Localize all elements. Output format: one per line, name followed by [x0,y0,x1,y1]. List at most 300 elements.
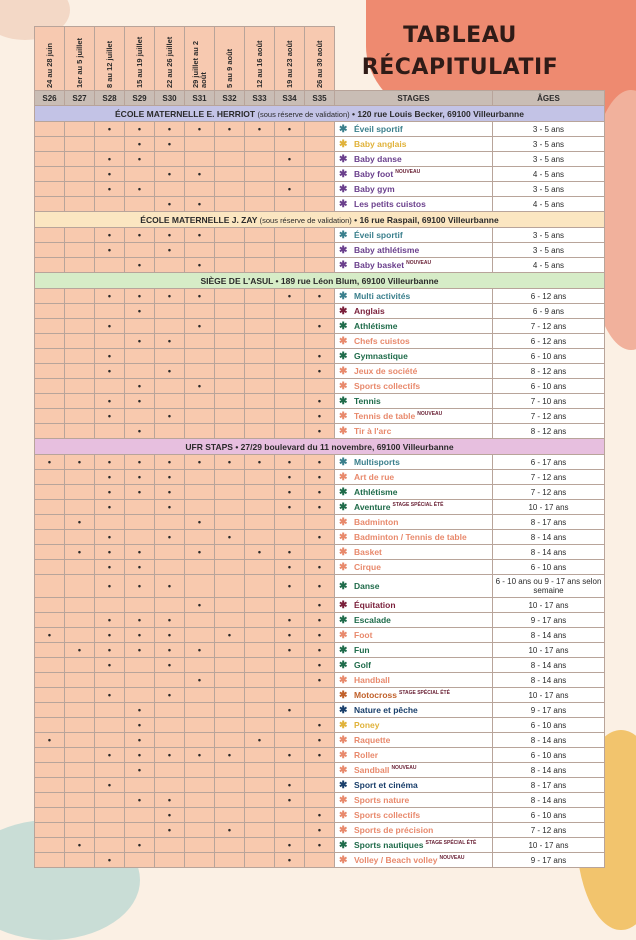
stage-ages: 4 - 5 ans [493,258,605,273]
athlete-icon: ✱ [339,410,348,422]
week-cell [35,733,65,748]
week-cell [275,515,305,530]
availability-dot: • [287,855,292,865]
week-cell [65,197,95,212]
week-code: S27 [65,91,95,106]
week-cell [125,613,155,628]
stage-ages: 7 - 12 ans [493,823,605,838]
week-cell [95,748,125,763]
stage-row [35,530,605,545]
week-cell [95,763,125,778]
stage-row [35,243,605,258]
week-cell [275,688,305,703]
stage-row [35,823,605,838]
stage-ages: 6 - 10 ans [493,808,605,823]
week-cell [305,304,335,319]
week-cell [215,703,245,718]
stage-name: Foot [354,629,373,640]
week-cell [125,673,155,688]
week-cell [215,748,245,763]
athlete-icon: ✱ [339,734,348,746]
stage-ages: 8 - 14 ans [493,658,605,673]
week-cell [305,364,335,379]
week-cell [185,228,215,243]
athlete-icon: ✱ [339,290,348,302]
week-cell [65,808,95,823]
week-cell [125,364,155,379]
week-cell [65,823,95,838]
week-cell [95,182,125,197]
week-cell [125,763,155,778]
week-cell [185,409,215,424]
availability-dot: • [137,487,142,497]
stage-name: Baby anglais [354,138,407,149]
availability-dot: • [317,351,322,361]
availability-dot: • [287,457,292,467]
stage-ages: 6 - 12 ans [493,289,605,304]
stage-row [35,319,605,334]
availability-dot: • [257,547,262,557]
week-cell [95,793,125,808]
stage-name: Badminton [354,516,399,527]
availability-dot: • [107,645,112,655]
stage-name: Poney [354,719,380,730]
week-cell [305,763,335,778]
stage-ages: 8 - 14 ans [493,763,605,778]
stage-row [35,500,605,515]
week-cell [35,838,65,853]
week-cell [35,545,65,560]
availability-dot: • [197,547,202,557]
week-cell [275,808,305,823]
week-cell [125,319,155,334]
stage-ages: 6 - 10 ans [493,748,605,763]
section-address: • 189 rue Léon Blum, 69100 Villeurbanne [273,275,439,286]
week-cell [35,560,65,575]
week-cell [305,545,335,560]
week-cell [185,394,215,409]
availability-dot: • [137,547,142,557]
week-cell [95,500,125,515]
stages-header: STAGES [335,91,493,106]
stage-row [35,167,605,182]
availability-dot: • [197,199,202,209]
availability-dot: • [317,581,322,591]
week-cell [305,613,335,628]
week-cell [95,364,125,379]
week-cell [185,530,215,545]
week-cell [155,455,185,470]
week-cell [95,334,125,349]
athlete-icon: ✱ [339,471,348,483]
stage-ages: 10 - 17 ans [493,688,605,703]
availability-dot: • [257,457,262,467]
athlete-icon: ✱ [339,854,348,866]
availability-dot: • [137,260,142,270]
week-cell [305,167,335,182]
availability-dot: • [197,645,202,655]
stage-cell [335,628,493,643]
week-cell [245,658,275,673]
stage-cell [335,409,493,424]
stage-name: Basket [354,546,382,557]
stage-cell [335,545,493,560]
availability-dot: • [167,139,172,149]
availability-dot: • [137,720,142,730]
section-note: (sous réserve de validation) [257,109,350,119]
stage-cell [335,228,493,243]
athlete-icon: ✱ [339,123,348,135]
availability-dot: • [107,351,112,361]
week-cell [125,152,155,167]
week-cell [305,182,335,197]
week-cell [155,379,185,394]
stage-ages: 8 - 14 ans [493,530,605,545]
week-cell [35,748,65,763]
availability-dot: • [197,169,202,179]
availability-dot: • [77,457,82,467]
athlete-icon: ✱ [339,719,348,731]
week-cell [215,258,245,273]
week-cell [245,808,275,823]
week-cell [65,643,95,658]
availability-dot: • [287,291,292,301]
week-cell [215,628,245,643]
week-cell [95,485,125,500]
week-cell [215,688,245,703]
section-address: • 27/29 boulevard du 11 novembre, 69100 Villeurbanne [232,441,454,452]
week-cell [95,598,125,613]
week-cell [275,778,305,793]
stage-row [35,289,605,304]
week-cell [245,613,275,628]
week-cell [155,409,185,424]
week-cell [215,424,245,439]
week-cell [305,718,335,733]
stage-ages: 6 - 10 ans [493,379,605,394]
availability-dot: • [317,472,322,482]
week-code: S26 [35,91,65,106]
stage-row [35,364,605,379]
week-cell [245,688,275,703]
week-cell [215,575,245,598]
week-cell [125,545,155,560]
week-cell [215,289,245,304]
stage-name: Chefs cuistos [354,335,410,346]
stage-cell [335,455,493,470]
week-cell [305,628,335,643]
athlete-icon: ✱ [339,320,348,332]
stage-ages: 9 - 17 ans [493,703,605,718]
week-cell [245,703,275,718]
week-cell [65,424,95,439]
athlete-icon: ✱ [339,516,348,528]
week-cell [125,560,155,575]
stage-name: Multi activités [354,290,411,301]
week-cell [275,228,305,243]
availability-dot: • [137,562,142,572]
week-cell [35,455,65,470]
availability-dot: • [167,366,172,376]
header-spacer [335,27,605,91]
week-cell [35,228,65,243]
week-date-header [305,27,335,91]
week-cell [245,334,275,349]
week-cell [125,500,155,515]
week-cell [95,228,125,243]
week-cell [185,853,215,868]
week-cell [305,379,335,394]
week-cell [275,409,305,424]
title-line-2: RÉCAPITULATIF [361,55,559,80]
week-cell [95,560,125,575]
week-cell [305,424,335,439]
week-cell [245,289,275,304]
week-cell [95,197,125,212]
availability-dot: • [197,675,202,685]
week-cell [125,379,155,394]
week-cell [155,575,185,598]
week-cell [155,500,185,515]
summary-table [34,26,605,868]
week-cell [155,243,185,258]
availability-dot: • [137,795,142,805]
week-cell [35,182,65,197]
availability-dot: • [287,630,292,640]
stage-cell [335,182,493,197]
week-cell [215,409,245,424]
stage-cell [335,808,493,823]
availability-dot: • [257,124,262,134]
week-cell [305,228,335,243]
stage-row [35,545,605,560]
week-cell [305,733,335,748]
week-cell [275,182,305,197]
week-cell [185,613,215,628]
availability-dot: • [167,502,172,512]
week-cell [305,500,335,515]
athlete-icon: ✱ [339,244,348,256]
week-cell [125,778,155,793]
section-header [35,439,605,455]
week-cell [245,560,275,575]
stage-ages: 9 - 17 ans [493,613,605,628]
availability-dot: • [137,705,142,715]
stage-name: Sports collectifs [354,809,421,820]
week-cell [305,673,335,688]
week-dates-row [35,27,605,91]
availability-dot: • [107,169,112,179]
week-date-header [215,27,245,91]
stage-tag: NOUVEAU [439,854,465,861]
week-cell [95,167,125,182]
availability-dot: • [287,184,292,194]
athlete-icon: ✱ [339,138,348,150]
week-cell [305,530,335,545]
week-date-label: 26 au 30 août [314,40,324,88]
week-cell [245,838,275,853]
week-code: S31 [185,91,215,106]
section-header [35,273,605,289]
week-code: S32 [215,91,245,106]
stage-row [35,515,605,530]
availability-dot: • [167,336,172,346]
availability-dot: • [137,396,142,406]
athlete-icon: ✱ [339,599,348,611]
week-cell [185,598,215,613]
week-cell [155,394,185,409]
week-cell [155,673,185,688]
week-cell [35,613,65,628]
availability-dot: • [317,645,322,655]
week-cell [275,823,305,838]
week-cell [95,137,125,152]
week-cell [35,718,65,733]
stage-row [35,349,605,364]
week-cell [275,658,305,673]
week-cell [185,748,215,763]
week-cell [95,545,125,560]
week-cell [305,838,335,853]
stage-row [35,853,605,868]
week-cell [155,349,185,364]
stage-cell [335,643,493,658]
availability-dot: • [287,472,292,482]
week-cell [155,334,185,349]
stage-cell [335,424,493,439]
stage-ages: 8 - 14 ans [493,733,605,748]
availability-dot: • [47,630,52,640]
availability-dot: • [317,825,322,835]
stage-row [35,409,605,424]
stage-name: Motocross [354,689,397,700]
stage-row [35,258,605,273]
stage-cell [335,379,493,394]
availability-dot: • [137,230,142,240]
week-cell [155,748,185,763]
stage-cell [335,823,493,838]
availability-dot: • [167,169,172,179]
week-cell [125,470,155,485]
week-cell [35,485,65,500]
week-date-header [185,27,215,91]
week-cell [305,289,335,304]
week-date-label: 15 au 19 juillet [134,36,144,88]
availability-dot: • [137,306,142,316]
week-cell [185,470,215,485]
availability-dot: • [77,645,82,655]
week-cell [215,122,245,137]
stage-ages: 7 - 12 ans [493,319,605,334]
week-cell [185,485,215,500]
availability-dot: • [137,581,142,591]
stage-ages: 9 - 17 ans [493,853,605,868]
week-cell [125,137,155,152]
availability-dot: • [317,487,322,497]
availability-dot: • [317,321,322,331]
availability-dot: • [287,615,292,625]
week-cell [65,319,95,334]
week-cell [65,838,95,853]
availability-dot: • [137,735,142,745]
stage-name: Cirque [354,561,381,572]
stage-name: Éveil sportif [354,123,403,134]
week-date-label: 8 au 12 juillet [104,40,114,88]
availability-dot: • [197,124,202,134]
availability-dot: • [317,600,322,610]
stage-name: Raquette [354,734,391,745]
week-cell [155,289,185,304]
availability-dot: • [317,630,322,640]
week-cell [155,424,185,439]
week-codes-row [35,91,605,106]
stage-name: Baby gym [354,183,395,194]
availability-dot: • [107,630,112,640]
availability-dot: • [107,124,112,134]
availability-dot: • [197,457,202,467]
week-cell [275,167,305,182]
stage-name: Roller [354,749,379,760]
week-cell [215,304,245,319]
athlete-icon: ✱ [339,749,348,761]
availability-dot: • [287,547,292,557]
week-cell [275,485,305,500]
week-cell [305,319,335,334]
week-cell [125,793,155,808]
availability-dot: • [107,690,112,700]
week-cell [275,379,305,394]
availability-dot: • [107,291,112,301]
week-cell [245,304,275,319]
stage-row [35,424,605,439]
week-cell [125,703,155,718]
week-cell [125,424,155,439]
week-cell [185,628,215,643]
week-cell [125,455,155,470]
week-cell [245,394,275,409]
week-cell [95,733,125,748]
section-title: SIÈGE DE L'ASUL [200,275,274,286]
week-cell [185,319,215,334]
stage-cell [335,560,493,575]
week-cell [185,364,215,379]
week-cell [125,748,155,763]
week-cell [65,733,95,748]
week-cell [155,778,185,793]
week-cell [215,733,245,748]
week-cell [275,598,305,613]
availability-dot: • [107,487,112,497]
week-cell [35,575,65,598]
week-cell [245,628,275,643]
athlete-icon: ✱ [339,794,348,806]
availability-dot: • [317,615,322,625]
stage-cell [335,793,493,808]
week-cell [245,137,275,152]
week-cell [215,394,245,409]
week-date-label: 1er au 5 juillet [74,37,84,88]
week-cell [185,778,215,793]
stage-ages: 3 - 5 ans [493,243,605,258]
athlete-icon: ✱ [339,486,348,498]
week-cell [155,793,185,808]
week-cell [95,643,125,658]
week-cell [155,838,185,853]
availability-dot: • [107,457,112,467]
stage-tag: STAGE SPÉCIAL ÉTÉ [425,839,477,846]
section-header [35,106,605,122]
week-cell [245,152,275,167]
